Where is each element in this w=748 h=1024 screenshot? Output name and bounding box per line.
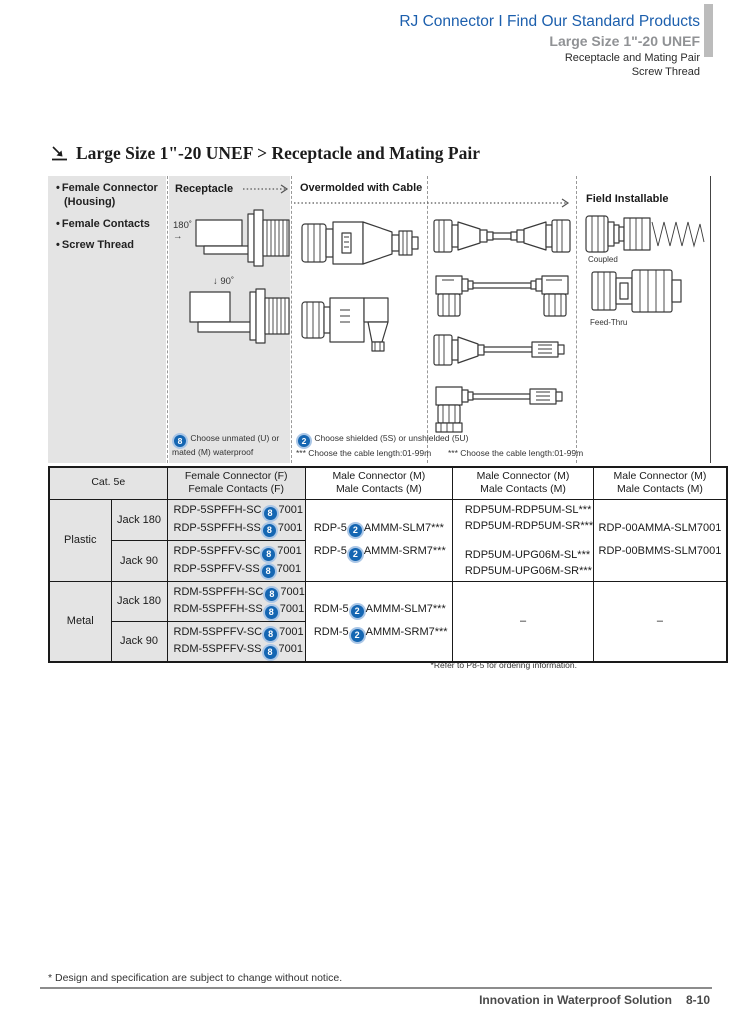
cable-to-plug-right-angle-illustration <box>432 379 572 435</box>
choice-8-badge: 8 <box>262 548 275 561</box>
receptacle-90-illustration <box>180 288 292 350</box>
figure-right-border <box>710 176 711 463</box>
corner-arrow-icon <box>50 146 68 162</box>
field-feedthru-illustration <box>590 266 694 316</box>
cable-assembly-straight-illustration <box>432 216 572 256</box>
material-plastic: Plastic <box>49 499 111 581</box>
overmolded-heading: Overmolded with Cable <box>300 182 423 194</box>
cable-assembly-right-angle-illustration <box>432 270 572 320</box>
overmold-straight-illustration <box>300 216 420 270</box>
col-header-male-cable: Male Connector (M) Male Contacts (M) <box>452 467 593 499</box>
choice-2-badge: 2 <box>351 605 364 618</box>
jack-180-label: Jack 180 <box>111 499 167 540</box>
choice-2-badge: 2 <box>351 629 364 642</box>
receptacle-180-illustration <box>192 208 292 270</box>
choice-8-badge: 8 <box>262 565 275 578</box>
disclaimer-note: * Design and specification are subject to change without notice. <box>48 972 343 984</box>
footer-divider <box>40 987 712 989</box>
female-codes-plastic-90: RDP-5SPFFV-SC 8 7001 RDP-5SPFFV-SS 8 7001 <box>167 540 305 581</box>
male-overmold-codes-plastic: RDP-5 2 AMMM-SLM7*** RDP-5 2 AMMM-SRM7*** <box>305 499 452 581</box>
field-coupled-illustration <box>584 212 708 256</box>
note-cable-length-right: *** Choose the cable length:01-99m <box>448 448 584 458</box>
col-header-male-field: Male Connector (M) Male Contacts (M) <box>594 467 727 499</box>
column-divider <box>576 176 577 463</box>
arrow-right-icon: → <box>173 231 183 242</box>
feature-item: • Female Connector (Housing) <box>56 182 158 208</box>
note-cable-length-left: *** Choose the cable length:01-99m <box>296 448 432 458</box>
material-metal: Metal <box>49 581 111 662</box>
dotted-arrow-icon <box>243 184 291 194</box>
male-overmold-codes-metal: RDM-5 2 AMMM-SLM7*** RDM-5 2 AMMM-SRM7*** <box>305 581 452 662</box>
note-unmated: 8 Choose unmated (U) or mated (M) waterproof <box>172 433 280 458</box>
angle-90-label: ↓ 90˚ <box>213 276 235 287</box>
choice-8-badge: 8 <box>263 524 276 537</box>
angle-180-label: 180˚ → <box>173 220 193 242</box>
choice-8-badge: 8 <box>174 435 186 447</box>
bullet-icon: • <box>56 239 60 252</box>
page-title: RJ Connector I Find Our Standard Products <box>399 13 700 30</box>
dotted-arrow-icon <box>294 198 574 208</box>
column-divider <box>167 176 168 463</box>
feature-item: • Female Contacts <box>56 217 150 230</box>
bullet-icon: • <box>56 217 60 230</box>
choice-8-badge: 8 <box>265 606 278 619</box>
male-cable-codes-plastic: RDP5UM-RDP5UM-SL*** RDP5UM-RDP5UM-SR*** RDP5UM-UPG06M-SL*** RDP5UM-UPG06M-SR*** <box>452 499 593 581</box>
choice-8-badge: 8 <box>265 588 278 601</box>
note-shielded: 2 Choose shielded (5S) or unshielded (5U) <box>296 433 556 447</box>
field-installable-heading: Field Installable <box>586 193 669 205</box>
header-gray-bar <box>704 4 713 57</box>
male-field-codes-plastic: RDP-00AMMA-SLM7001 RDP-00BMMS-SLM7001 <box>594 499 727 581</box>
table-footnote: *Refer to P8-5 for ordering information. <box>430 660 577 670</box>
page-subtitle: Large Size 1"-20 UNEF <box>549 33 700 49</box>
col-header-female: Female Connector (F) Female Contacts (F) <box>167 467 305 499</box>
receptacle-heading: Receptacle <box>175 183 234 195</box>
footer-tagline: Innovation in Waterproof Solution 8-10 <box>479 993 710 1007</box>
female-codes-plastic-180: RDP-5SPFFH-SC 8 7001 RDP-5SPFFH-SS 8 7001 <box>167 499 305 540</box>
coupled-label: Coupled <box>588 255 618 264</box>
header-line4: Screw Thread <box>631 66 700 78</box>
female-codes-metal-90: RDM-5SPFFV-SC 8 7001 RDM-5SPFFV-SS 8 7001 <box>167 621 305 662</box>
feature-item: • Screw Thread <box>56 239 134 252</box>
section-title-text: Large Size 1"-20 UNEF > Receptacle and Mating Pair <box>76 143 480 163</box>
col-header-cat: Cat. 5e <box>49 467 167 499</box>
spec-table <box>48 466 728 663</box>
jack-180-label: Jack 180 <box>111 581 167 621</box>
overmold-right-angle-illustration <box>300 284 420 356</box>
choice-2-badge: 2 <box>349 548 362 561</box>
cable-to-plug-straight-illustration <box>432 333 572 369</box>
male-cable-codes-metal: – <box>452 581 593 662</box>
header-line3: Receptacle and Mating Pair <box>564 52 700 64</box>
choice-2-badge: 2 <box>349 524 362 537</box>
bullet-icon: • <box>56 182 60 194</box>
col-header-male-overmold: Male Connector (M) Male Contacts (M) <box>305 467 452 499</box>
section-title <box>50 143 480 164</box>
feature-sidebar <box>48 176 166 463</box>
product-figure-area <box>0 176 748 463</box>
choice-8-badge: 8 <box>264 628 277 641</box>
choice-8-badge: 8 <box>264 507 277 520</box>
choice-2-badge: 2 <box>298 435 310 447</box>
page-number: 8-10 <box>685 993 710 1007</box>
arrow-down-icon: ↓ <box>213 276 218 287</box>
jack-90-label: Jack 90 <box>111 540 167 581</box>
male-field-codes-metal: – <box>594 581 727 662</box>
choice-8-badge: 8 <box>264 646 277 659</box>
feedthru-label: Feed-Thru <box>590 318 628 327</box>
jack-90-label: Jack 90 <box>111 621 167 662</box>
column-divider <box>427 176 428 463</box>
female-codes-metal-180: RDM-5SPFFH-SC 8 7001 RDM-5SPFFH-SS 8 7001 <box>167 581 305 621</box>
